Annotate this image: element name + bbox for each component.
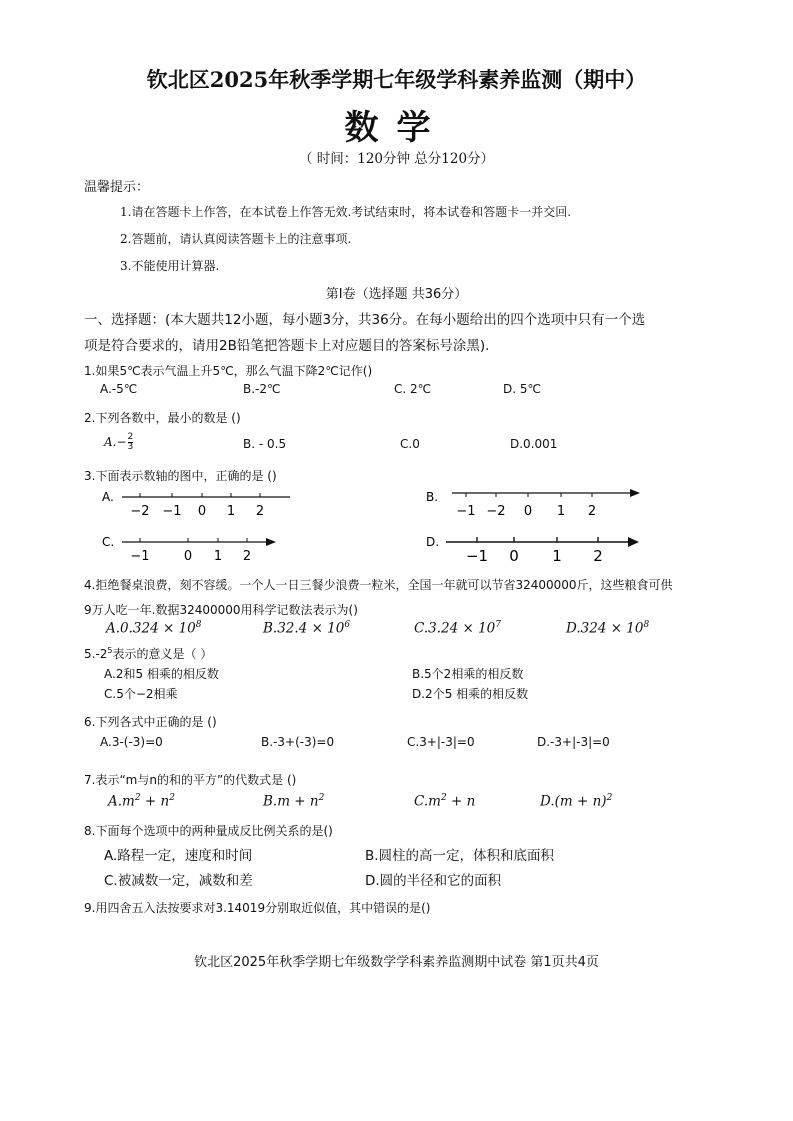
tick-label: 2	[587, 504, 597, 519]
option-term: m	[428, 793, 441, 810]
tick-label: 0	[183, 549, 193, 564]
question-2-option-a-prefix: A.−	[104, 435, 127, 449]
option-exponent: 2	[606, 793, 613, 803]
page-footer: 钦北区2025年秋季学期七年级数学学科素养监测期中试卷 第1页共4页	[194, 955, 599, 970]
option-exponent: 7	[495, 620, 502, 630]
fraction	[128, 433, 134, 452]
question-2-option-b: B. - 0.5	[243, 437, 287, 451]
question-1-option-a: A.-5℃	[100, 382, 138, 396]
option-base: 32.4 × 10	[277, 620, 345, 637]
question-2-option-a	[104, 433, 133, 452]
number-line-c-label: C.	[102, 535, 115, 549]
option-exponent: 8	[195, 620, 202, 630]
stem-suffix: 表示的意义是（ ）	[112, 647, 213, 661]
tick-label: 1	[213, 549, 223, 564]
option-base: 3.24 × 10	[428, 620, 496, 637]
tick-label: −1	[162, 504, 182, 519]
option-label: D.	[566, 620, 581, 637]
question-5-option-c: C.5个−2相乘	[104, 687, 178, 701]
tip-item-1: 1.请在答题卡上作答，在本试卷上作答无效.考试结束时，将本试卷和答题卡一并交回.	[120, 205, 572, 219]
stem-prefix: 5.-2	[84, 647, 108, 661]
question-6-option-c: C.3+|-3|=0	[407, 735, 475, 749]
time-info: （ 时间：120分钟 总分120分）	[298, 151, 495, 167]
option-label: A.	[108, 793, 123, 810]
question-6-stem: 6.下列各式中正确的是 ()	[84, 715, 217, 729]
number-line-d-label: D.	[426, 535, 440, 549]
tick-label: −2	[486, 504, 506, 519]
option-exponent: 2	[169, 793, 175, 803]
section-heading-line1: 一、选择题：(本大题共12小题，每小题3分，共36分。在每小题给出的四个选项中只有一个选	[84, 312, 646, 328]
tick-label: −2	[130, 504, 150, 519]
option-exponent: 2	[440, 793, 447, 803]
question-6-option-b: B.-3+(-3)=0	[261, 735, 335, 749]
volume-title: 第Ⅰ卷（选择题 共36分）	[325, 287, 468, 302]
option-label: C.	[414, 793, 429, 810]
question-4-option-d	[566, 620, 649, 637]
option-base: 324 × 10	[580, 620, 644, 637]
fraction-denominator: 3	[127, 442, 134, 452]
option-term: + n	[140, 793, 170, 810]
question-1-option-b: B.-2℃	[243, 382, 281, 396]
arrow-head	[266, 538, 276, 546]
tick-label: 1	[552, 547, 562, 565]
stem-exponent: 5	[107, 646, 113, 655]
question-4-option-b	[263, 620, 350, 637]
question-4-stem-line2: 9万人吃一年.数据32400000用科学记数法表示为()	[84, 603, 358, 617]
question-7-option-d	[540, 793, 612, 810]
option-exponent: 2	[318, 793, 325, 803]
tick-label: −1	[130, 549, 150, 564]
question-4-option-c	[414, 620, 501, 637]
question-1-option-d: D. 5℃	[503, 382, 541, 396]
question-5-option-b: B.5个2相乘的相反数	[412, 667, 524, 681]
tick-label: 2	[255, 504, 265, 519]
arrow-head	[628, 537, 639, 547]
number-line-a	[100, 485, 300, 519]
tick-label: −1	[456, 504, 476, 519]
question-8-option-d: D.圆的半径和它的面积	[365, 873, 502, 889]
question-8-option-b: B.圆柱的高一定，体积和底面积	[365, 848, 555, 864]
tick-label: 1	[226, 504, 236, 519]
option-exponent: 6	[344, 620, 351, 630]
tip-item-3: 3.不能使用计算器.	[120, 259, 220, 273]
question-6-option-d: D.-3+|-3|=0	[537, 735, 610, 749]
question-7-option-c	[414, 793, 475, 810]
tick-label: 2	[593, 547, 603, 565]
option-exponent: 8	[643, 620, 650, 630]
tips-heading: 温馨提示：	[84, 180, 150, 195]
option-label: B.	[263, 793, 278, 810]
tick-label: 0	[509, 547, 519, 565]
question-1-option-c: C. 2℃	[394, 382, 432, 396]
question-7-option-a	[108, 793, 175, 810]
question-8-stem: 8.下面每个选项中的两种量成反比例关系的是()	[84, 824, 333, 838]
question-2-stem: 2.下列各数中，最小的数是 ()	[84, 411, 241, 425]
option-term: + n	[446, 793, 476, 810]
question-1-stem: 1.如果5℃表示气温上升5℃，那么气温下降2℃记作()	[84, 364, 373, 378]
option-term: m + n	[277, 793, 319, 810]
question-4-stem-line1: 4.拒绝餐桌浪费，刻不容缓。一个人一日三餐少浪费一粒米，全国一年就可以节省32400000斤，这些粮食可供	[84, 578, 673, 592]
number-line-c	[100, 530, 290, 564]
subject-title: 数学	[344, 108, 449, 148]
question-2-option-c: C.0	[400, 437, 420, 451]
number-line-b-label: B.	[426, 490, 439, 504]
option-exponent: 2	[134, 793, 141, 803]
question-8-option-a: A.路程一定，速度和时间	[104, 848, 253, 864]
tip-item-2: 2.答题前，请认真阅读答题卡上的注意事项.	[120, 232, 352, 246]
option-label: C.	[414, 620, 429, 637]
tick-label: 0	[523, 504, 533, 519]
section-heading-line2: 项是符合要求的，请用2B铅笔把答题卡上对应题目的答案标号涂黑).	[84, 338, 490, 354]
tick-label: −1	[465, 547, 489, 565]
question-3-stem: 3.下面表示数轴的图中，正确的是 ()	[84, 469, 277, 483]
question-7-option-b	[263, 793, 324, 810]
question-2-option-d: D.0.001	[510, 437, 558, 451]
option-label: A.	[106, 620, 121, 637]
tick-label: 1	[556, 504, 566, 519]
question-5-option-d: D.2个5 相乘的相反数	[412, 687, 529, 701]
exam-title: 钦北区2025年秋季学期七年级学科素养监测（期中）	[146, 67, 647, 92]
number-line-d	[424, 530, 654, 566]
question-5-option-a: A.2和5 相乘的相反数	[104, 667, 219, 681]
tick-label: 0	[197, 504, 207, 519]
question-9-stem: 9.用四舍五入法按要求对3.14019分别取近似值，其中错误的是()	[84, 901, 431, 915]
arrow-head	[630, 489, 640, 497]
fraction-numerator: 2	[127, 432, 134, 442]
tick-label: 2	[242, 549, 252, 564]
option-base: 0.324 × 10	[120, 620, 196, 637]
question-4-option-a	[106, 620, 202, 637]
number-line-b	[424, 485, 654, 519]
option-term: m	[122, 793, 135, 810]
question-5-stem	[84, 645, 212, 662]
option-label: B.	[263, 620, 278, 637]
option-term: (m + n)	[554, 793, 607, 810]
question-7-stem: 7.表示“m与n的和的平方”的代数式是 ()	[84, 773, 297, 787]
question-8-option-c: C.被减数一定，减数和差	[104, 873, 253, 889]
option-label: D.	[540, 793, 555, 810]
number-line-a-label: A.	[102, 490, 114, 504]
question-6-option-a: A.3-(-3)=0	[100, 735, 163, 749]
